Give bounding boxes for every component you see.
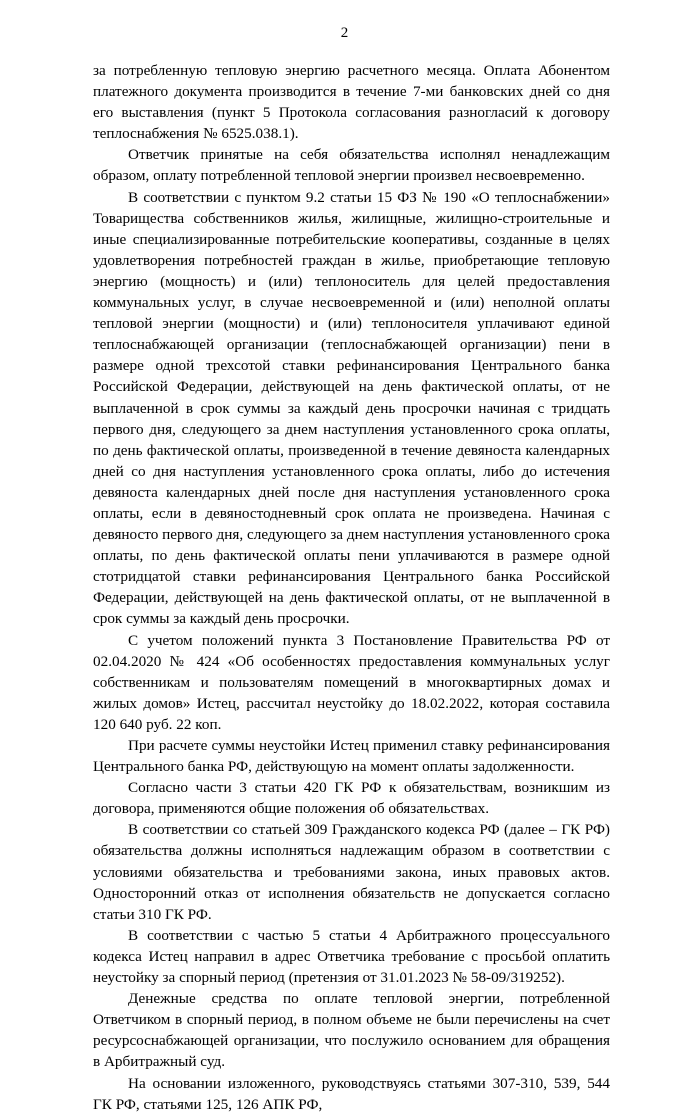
paragraph: В соответствии с частью 5 статьи 4 Арбитражного процессуального кодекса Истец направил в адрес Ответчика требование с просьбой оплатить неустойку за спорный период (претензия от 31.01.2023 № 58-09/319252). [93, 926, 610, 987]
paragraph: Ответчик принятые на себя обязательства исполнял ненадлежащим образом, оплату потребленной тепловой энергии произвел несвоевременно. [93, 146, 610, 185]
document-body [93, 60, 610, 1115]
paragraph: за потребленную тепловую энергию расчетного месяца. Оплата Абонентом платежного документа производится в течение 7-ми банковских дней со дня его выставления (пункт 5 Протокола согласования разногласий к договору теплоснабжения № 6525.038.1). [93, 62, 610, 143]
paragraph: При расчете суммы неустойки Истец применил ставку рефинансирования Центрального банка РФ, действующую на момент оплаты задолженности. [93, 737, 610, 776]
paragraph: Согласно части 3 статьи 420 ГК РФ к обязательствам, возникшим из договора, применяются общие положения об обязательствах. [93, 779, 610, 818]
paragraph: В соответствии со статьей 309 Гражданского кодекса РФ (далее – ГК РФ) обязательства должны исполняться надлежащим образом в соответствии с условиями обязательства и требованиями закона, иных правовых актов. Односторонний отказ от исполнения обязательств не допускается согласно статьи 310 ГК РФ. [93, 821, 610, 923]
page-number: 2 [340, 25, 349, 41]
paragraph: На основании изложенного, руководствуясь статьями 307-310, 539, 544 ГК РФ, статьями 125, 126 АПК РФ, [93, 1074, 610, 1113]
paragraph: Денежные средства по оплате тепловой энергии, потребленной Ответчиком в спорный период, в полном объеме не были перечислены на счет ресурсоснабжающей организации, что послужило основанием для обращения в Арбитражный суд. [93, 990, 610, 1071]
paragraph: В соответствии с пунктом 9.2 статьи 15 ФЗ № 190 «О теплоснабжении» Товарищества собственников жилья, жилищные, жилищно-строительные и иные специализированные потребительские кооперативы, созданные в целях удовлетворения потребностей граждан в жилье, приобретающие тепловую энергию (мощность) и (или) теплоноситель для целей предоставления коммунальных услуг, в случае несвоевременной и (или) неполной оплаты тепловой энергии (мощности) и (или) теплоносителя уплачивают единой теплоснабжающей организации (теплоснабжающей организации) пени в размере одной трехсотой ставки рефинансирования Центрального банка Российской Федерации, действующей на день фактической оплаты, от не выплаченной в срок суммы за каждый день просрочки начиная с тридцать первого дня, следующего за днем наступления установленного срока оплаты, по день фактической оплаты, произведенной в течение девяноста календарных дней со дня наступления установленного срока оплаты, либо до истечения девяноста календарных дней после дня наступления установленного срока оплаты, если в девяностодневный срок оплата не произведена. Начиная с девяносто первого дня, следующего за днем наступления установленного срока оплаты, по день фактической оплаты пени уплачиваются в размере одной стотридцатой ставки рефинансирования Центрального банка Российской Федерации, действующей на день фактической оплаты, от не выплаченной в срок суммы за каждый день просрочки. [93, 188, 610, 628]
paragraph: С учетом положений пункта 3 Постановление Правительства РФ от 02.04.2020 № 424 «Об особенностях предоставления коммунальных услуг собственникам и пользователям помещений в многоквартирных домах и жилых домов» Истец, рассчитал неустойку до 18.02.2022, которая составила 120 640 руб. 22 коп. [93, 631, 610, 733]
